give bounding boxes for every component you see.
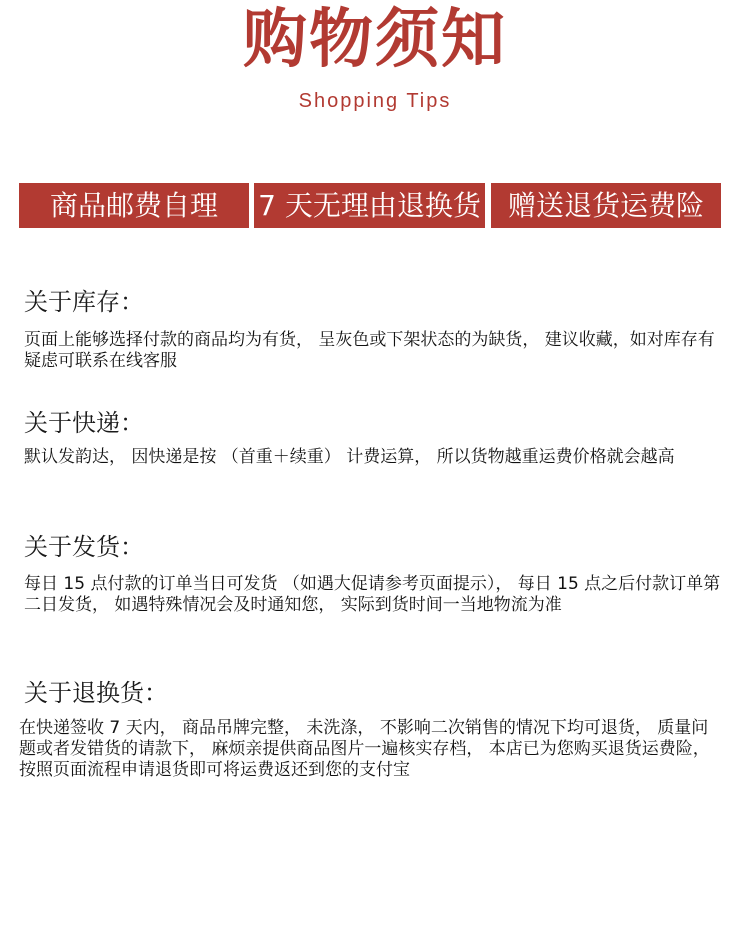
section-title-inventory: 关于库存： bbox=[24, 288, 144, 316]
section-title-shipping: 关于发货： bbox=[24, 533, 144, 561]
badge-7-day-return: 7 天无理由退换货 bbox=[254, 183, 485, 228]
section-body-returns: 在快递签收 7 天内， 商品吊牌完整， 未洗涤， 不影响二次销售的情况下均可退货， 质量问题或者发错货的请款下， 麻烦亲提供商品图片一遍核实存档， 本店已为您购买退货运费险， 按照页面流程申请退货即可将运费返还到您的支付宝 bbox=[19, 718, 710, 780]
badge-shipping-fee: 商品邮费自理 bbox=[19, 183, 249, 228]
section-body-courier: 默认发韵达， 因快递是按 （首重＋续重） 计费运算， 所以货物越重运费价格就会越高 bbox=[24, 447, 675, 467]
section-body-shipping: 每日 15 点付款的订单当日可发货 （如遇大促请参考页面提示）， 每日 15 点之后付款订单第二日发货， 如遇特殊情况会及时通知您， 实际到货时间一当地物流为准 bbox=[24, 574, 721, 615]
section-body-inventory: 页面上能够选择付款的商品均为有货， 呈灰色或下架状态的为缺货， 建议收藏，如对库存有疑虑可联系在线客服 bbox=[24, 330, 715, 371]
section-title-returns: 关于退换货： bbox=[24, 679, 168, 707]
page-title: 购物须知 bbox=[243, 3, 507, 77]
page-subtitle: Shopping Tips bbox=[298, 90, 452, 112]
badge-return-insurance: 赠送退货运费险 bbox=[491, 183, 721, 228]
section-title-courier: 关于快递： bbox=[24, 409, 144, 437]
